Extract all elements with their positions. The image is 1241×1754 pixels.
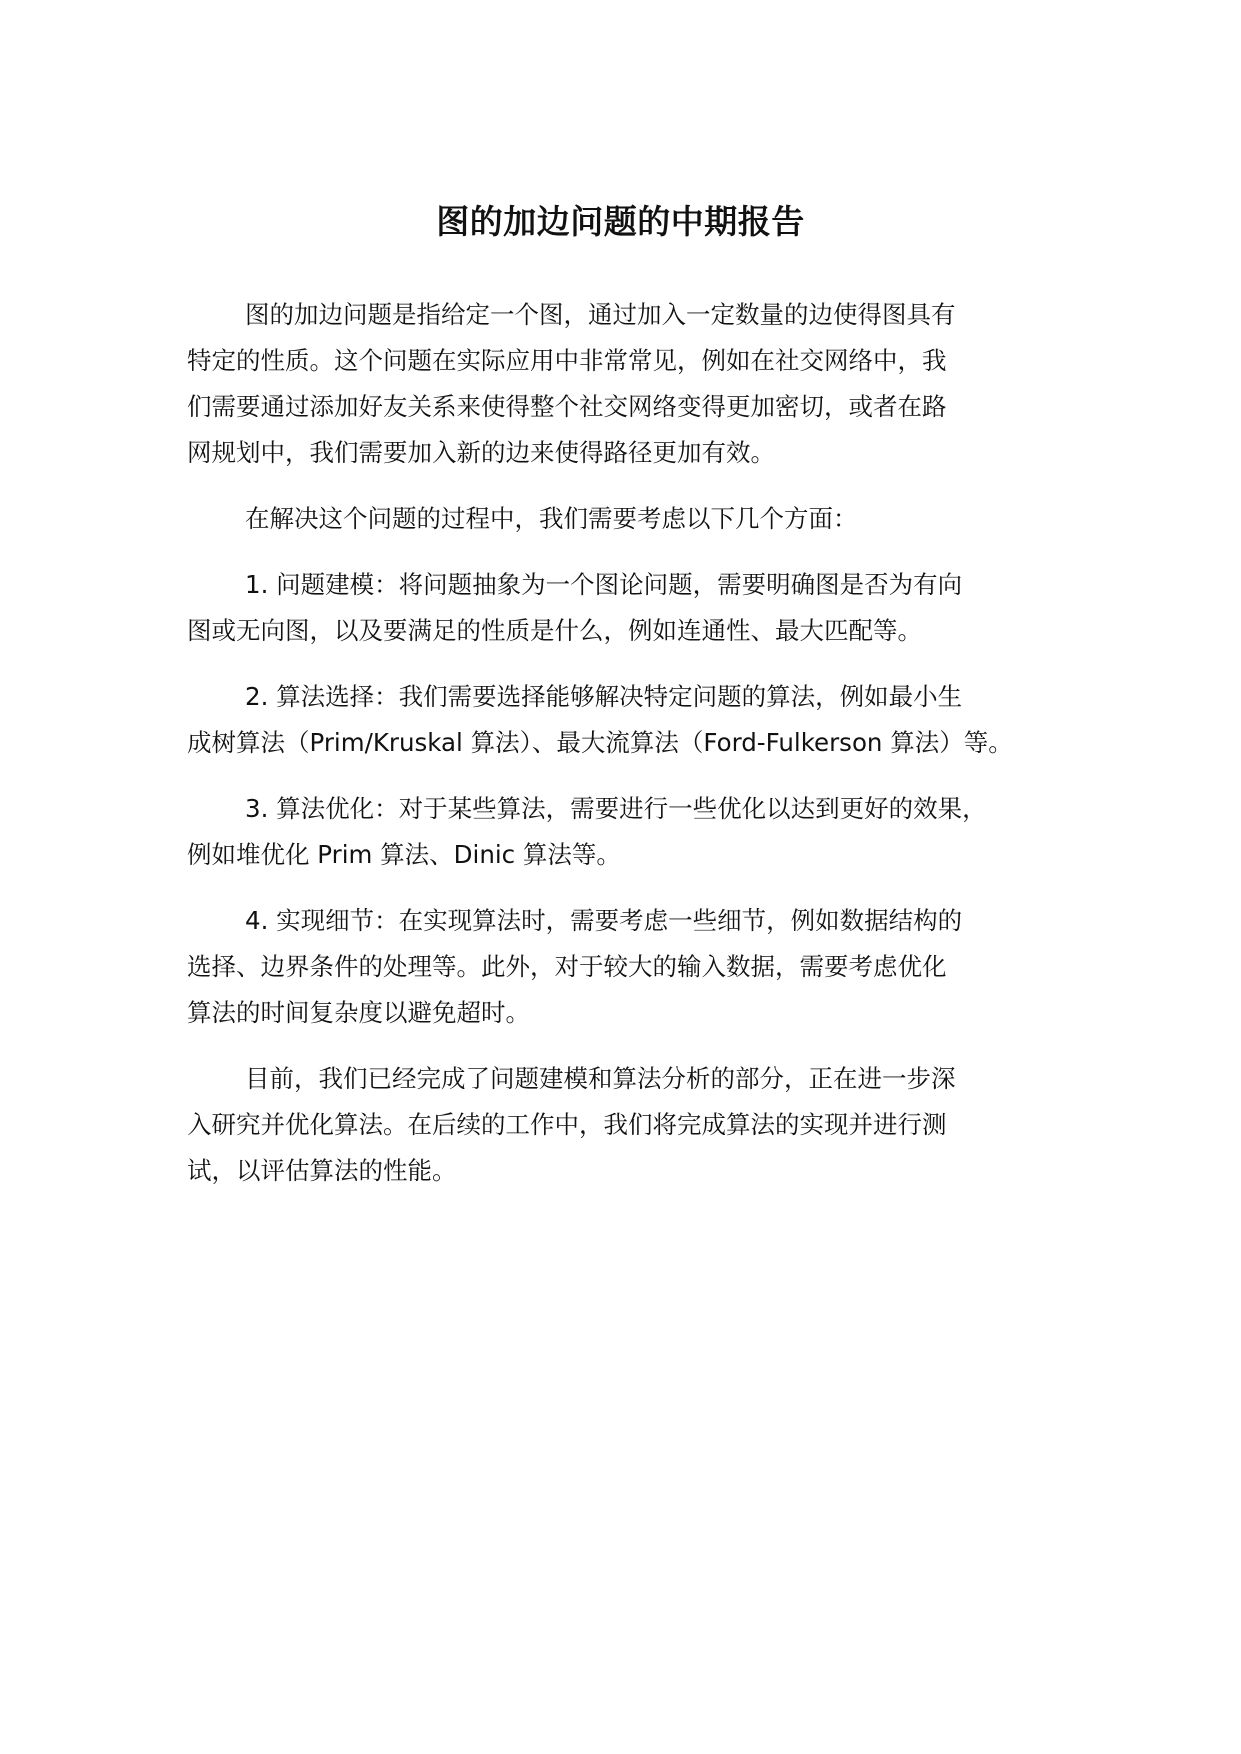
text-line: 试，以评估算法的性能。: [187, 1156, 457, 1185]
paragraph-intro: [187, 292, 1077, 476]
paragraph-aspects-intro: [187, 496, 1077, 542]
text-line: 们需要通过添加好友关系来使得整个社交网络变得更加密切，或者在路: [187, 392, 947, 421]
text-line: 网规划中，我们需要加入新的边来使得路径更加有效。: [187, 438, 775, 467]
text-line: 图或无向图，以及要满足的性质是什么，例如连通性、最大匹配等。: [187, 616, 922, 645]
paragraph-item-3: [187, 786, 1077, 878]
text-line: 4. 实现细节：在实现算法时，需要考虑一些细节，例如数据结构的: [245, 906, 963, 935]
text-line: 特定的性质。这个问题在实际应用中非常常见，例如在社交网络中，我: [187, 346, 947, 375]
text-line: 1. 问题建模：将问题抽象为一个图论问题，需要明确图是否为有向: [245, 570, 963, 599]
text-line: 图的加边问题是指给定一个图，通过加入一定数量的边使得图具有: [245, 300, 956, 329]
text-line: 目前，我们已经完成了问题建模和算法分析的部分，正在进一步深: [245, 1064, 956, 1093]
text-line: 算法的时间复杂度以避免超时。: [187, 998, 530, 1027]
paragraph-item-1: [187, 562, 1077, 654]
document-title: 图的加边问题的中期报告: [436, 202, 805, 242]
text-line: 选择、边界条件的处理等。此外，对于较大的输入数据，需要考虑优化: [187, 952, 947, 981]
text-line: 成树算法（Prim/Kruskal 算法）、最大流算法（Ford-Fulkerson 算法）等。: [187, 728, 1013, 757]
paragraph-item-4: [187, 898, 1077, 1036]
text-line: 例如堆优化 Prim 算法、Dinic 算法等。: [187, 840, 621, 869]
document-body: [187, 292, 1077, 1214]
paragraph-item-2: [187, 674, 1077, 766]
text-line: 在解决这个问题的过程中，我们需要考虑以下几个方面：: [245, 504, 858, 533]
paragraph-progress: [187, 1056, 1077, 1194]
text-line: 入研究并优化算法。在后续的工作中，我们将完成算法的实现并进行测: [187, 1110, 947, 1139]
text-line: 2. 算法选择：我们需要选择能够解决特定问题的算法，例如最小生: [245, 682, 963, 711]
text-line: 3. 算法优化：对于某些算法，需要进行一些优化以达到更好的效果，: [245, 794, 987, 823]
